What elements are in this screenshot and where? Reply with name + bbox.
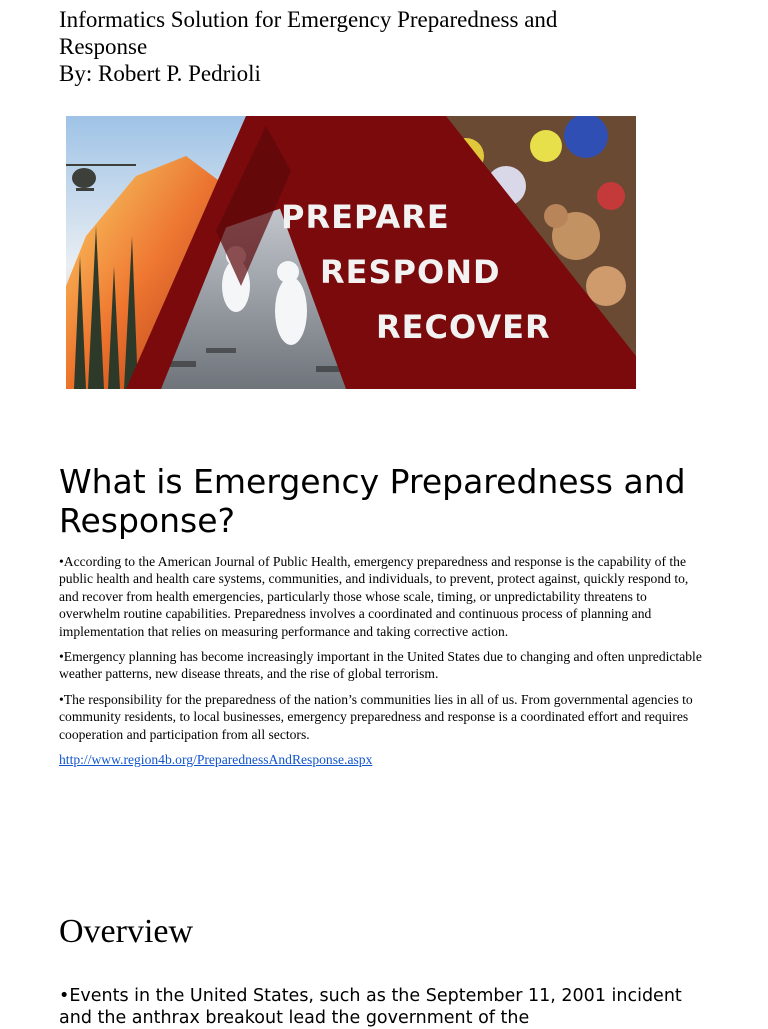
paragraph-responsibility: •The responsibility for the preparedness of the nation’s communities lies in all of us. From governmental agencies to community residents, to local businesses, emergency preparedness and response is a coordinated effort and requires cooperation and participation from all sectors. xyxy=(59,691,693,742)
banner-word-respond: RESPOND xyxy=(320,253,501,291)
section-heading-overview: Overview xyxy=(59,913,194,950)
title-line-1: Informatics Solution for Emergency Preparedness and xyxy=(59,7,558,32)
banner-word-recover: RECOVER xyxy=(376,308,551,346)
section-heading-what-is: What is Emergency Preparedness and Response? xyxy=(59,462,686,540)
author-byline: By: Robert P. Pedrioli xyxy=(59,61,261,86)
banner-word-prepare: PREPARE xyxy=(281,198,450,236)
paragraph-definition: •According to the American Journal of Public Health, emergency preparedness and response is the capability of the public health and health care systems, communities, and individuals, to prevent, protect against, quickly respond to, and recover from health emergencies, particularly those whose scale, timing, or unpredictability threatens to overwhelm routine capabilities. Preparedness involves a coordinated and continuous process of planning and implementation that relies on measuring performance and taking corrective action. xyxy=(59,554,689,639)
source-link[interactable]: http://www.region4b.org/PreparednessAndResponse.aspx xyxy=(59,752,373,768)
title-line-2: Response xyxy=(59,34,148,59)
overview-paragraph: •Events in the United States, such as the September 11, 2001 incident and the anthrax breakout lead the government of the xyxy=(59,986,682,1028)
section-body xyxy=(59,553,709,776)
document-title xyxy=(59,6,719,87)
paragraph-planning: •Emergency planning has become increasingly important in the United States due to changing and often unpredictable weather patterns, new disease threats, and the rise of global terrorism. xyxy=(59,649,702,682)
prepare-respond-recover-banner xyxy=(66,116,636,389)
